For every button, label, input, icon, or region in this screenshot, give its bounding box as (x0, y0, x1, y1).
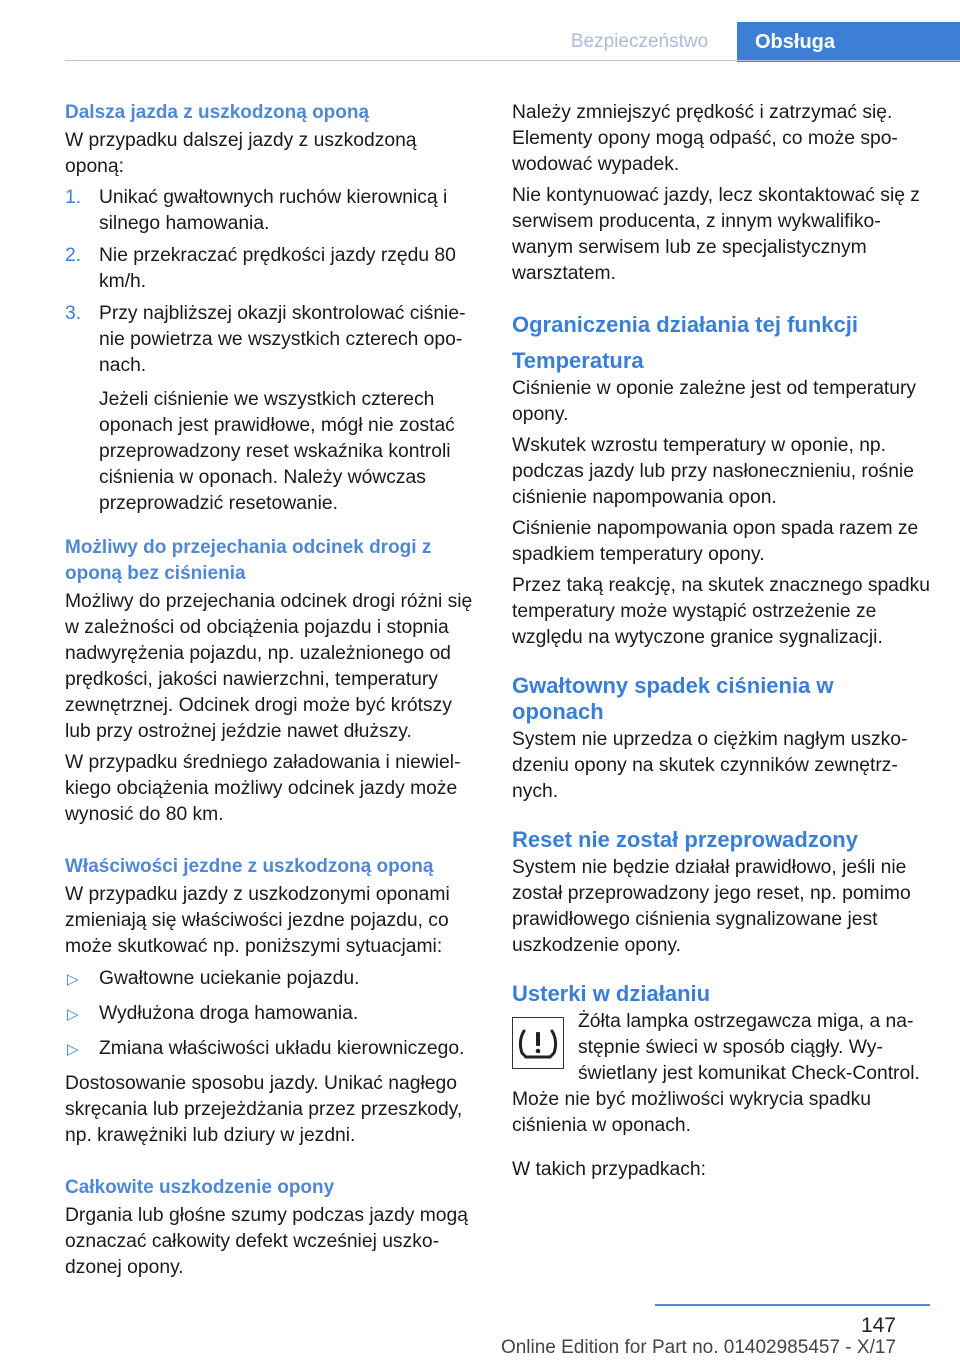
paragraph-driving-properties: W przypadku jazdy z uszkodzonymi oponami zmieniają się właściwości jezdne pojazdu, co może skutkować np. poniższymi sytuacjami: (65, 884, 450, 957)
right-column (512, 100, 930, 1188)
edition-footer: Online Edition for Part no. 01402985457 - X/17 (500, 1337, 896, 1358)
heading-malfunctions: Usterki w działaniu (512, 981, 711, 1006)
tire-pressure-warning-icon (516, 1023, 560, 1063)
paragraph-temperature-4: Przez taką reakcję, na skutek znacznego spadku temperatury może wystąpić ostrzeżenie ze względu na wytyczone granice sygnalizacji. (512, 575, 930, 648)
list-item (65, 1036, 480, 1062)
paragraph-in-such-cases: W takich przypadkach: (512, 1159, 706, 1180)
paragraph-total-failure: Drgania lub głośne szumy podczas jazdy mogą oznaczać całkowity defekt wcześniej uszkodzonej opony. (65, 1205, 468, 1278)
paragraph-reduce-speed: Należy zmniejszyć prędkość i zatrzymać się. Elementy opony mogą odpaść, co może spowodować wypadek. (512, 102, 898, 175)
step-text: Unikać gwałtownych ruchów kierownicą i silnego hamowania. (99, 187, 448, 234)
paragraph-temperature-3: Ciśnienie napompowania opon spada razem ze spadkiem temperatury opony. (512, 518, 919, 565)
heading-flat-distance: Możliwy do przejechania odcinek drogi z oponą bez ciśnienia (65, 537, 432, 584)
bullet-text: Gwałtowne uciekanie pojazdu. (99, 968, 360, 989)
footer-rule (655, 1304, 930, 1306)
header-rule (65, 60, 960, 61)
paragraph-contact-service: Nie kontynuować jazdy, lecz skontaktować się z serwisem producenta, z innym wykwalifikowanym serwisem lub ze specjalistycznym warsztatem. (512, 185, 920, 284)
heading-driving-properties: Właściwości jezdne z uszkodzoną oponą (65, 856, 434, 877)
paragraph-adjust-driving: Dostosowanie sposobu jazdy. Unikać nagłego skręcania lub przejeżdżania przez przeszkody, np. krawężniki lub dziury w jezdni. (65, 1073, 463, 1146)
list-item (65, 185, 480, 237)
paragraph-flat-distance-2: W przypadku średniego załadowania i niewielkiego obciążenia możliwy odcinek jazdy może wynosić do 80 km. (65, 752, 461, 825)
steps-list (65, 185, 480, 517)
step-number: 3. (65, 303, 82, 324)
step-text: Przy najbliższej okazji skontrolować ciśnienie powietrza we wszystkich czterech oponach. (99, 303, 466, 376)
paragraph-sudden-drop: System nie uprzedza o ciężkim nagłym uszkodzeniu opony na skutek czynników zewnętrznych. (512, 729, 908, 802)
heading-continue-driving: Dalsza jazda z uszkodzoną oponą (65, 102, 370, 123)
paragraph-temperature-1: Ciśnienie w oponie zależne jest od temperatury opony. (512, 378, 917, 425)
triangle-bullet-icon: ▷ (67, 1041, 79, 1058)
bullet-text: Wydłużona droga hamowania. (99, 1003, 359, 1024)
header-chapter-tab[interactable]: Obsługa (737, 22, 960, 62)
heading-reset-not-done: Reset nie został przeprowadzony (512, 827, 858, 852)
triangle-bullet-icon: ▷ (67, 1006, 79, 1023)
header-section-tab[interactable]: Bezpieczeństwo (570, 31, 709, 52)
bullet-text: Zmiana właściwości układu kierowniczego. (99, 1038, 465, 1059)
step-number: 1. (65, 187, 82, 208)
list-item (65, 966, 480, 992)
list-item (65, 301, 480, 517)
step-number: 2. (65, 245, 82, 266)
step-note: Jeżeli ciśnienie we wszystkich czterech oponach jest prawidłowe, mógł nie zostać przeprowadzony reset wskaźnika kontroli ciśnienia w oponach. Należy wówczas przeprowadzić resetowanie. (99, 389, 455, 514)
paragraph-flat-distance-1: Możliwy do przejechania odcinek drogi różni się w zależności od obciążenia pojazdu i stopnia nadwyrężenia pojazdu, np. uzależnionego od prędkości, jakości nawierzchni, temperatury zewnętrznej. Odcinek drogi może być krótszy lub przy ostrożnej jeździe nawet dłuższy. (65, 591, 473, 742)
heading-total-failure: Całkowite uszkodzenie opony (65, 1177, 335, 1198)
paragraph-continue-driving: W przypadku dalszej jazdy z uszkodzoną oponą: (65, 130, 417, 177)
left-column (65, 100, 480, 1286)
heading-function-limits: Ograniczenia działania tej funkcji (512, 312, 858, 337)
tire-pressure-warning-icon (512, 1017, 564, 1069)
paragraph-temperature-2: Wskutek wzrostu temperatury w oponie, np. podczas jazdy lub przy nasłonecznieniu, rośnie ciśnienie napompowania opon. (512, 435, 914, 508)
triangle-bullet-icon: ▷ (67, 971, 79, 988)
list-item (65, 1001, 480, 1027)
step-text: Nie przekraczać prędkości jazdy rzędu 80 km/h. (99, 245, 456, 292)
heading-sudden-drop: Gwałtowny spadek ciśnienia w oponach (512, 673, 834, 724)
paragraph-malfunctions: Żółta lampka ostrzegawcza miga, a następnie świeci w sposób ciągły. Wyświetlany jest komunikat Check-Control. Może nie być możliwości wykrycia spadku ciśnienia w oponach. (512, 1011, 920, 1136)
page-number: 147 (860, 1314, 896, 1337)
heading-temperature: Temperatura (512, 348, 644, 373)
paragraph-reset-not-done: System nie będzie działał prawidłowo, jeśli nie został przeprowadzony jego reset, np. pomimo prawidłowego ciśnienia sygnalizowane jest uszkodzenie opony. (512, 857, 911, 956)
warning-block (512, 1009, 930, 1139)
list-item (65, 243, 480, 295)
bullet-list (65, 966, 480, 1062)
